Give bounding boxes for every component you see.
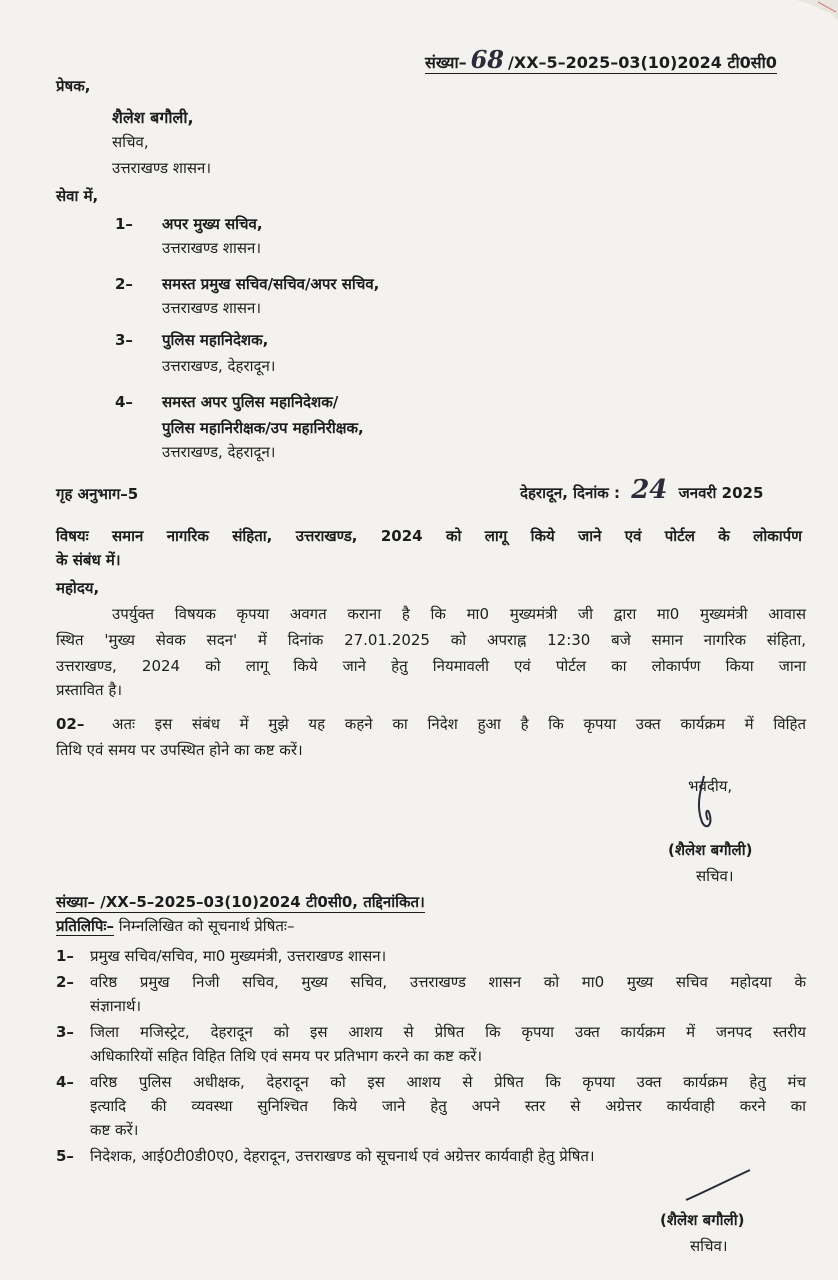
recipient-office: उत्तराखण्ड, देहरादून। (162, 443, 276, 461)
copy-heading (56, 916, 294, 936)
recipient-line: पुलिस महानिदेशक, (162, 331, 269, 349)
signature-stroke (680, 1166, 760, 1206)
closing-regards: भवदीय, (688, 777, 733, 795)
closing-designation: सचिव। (696, 867, 734, 885)
paragraph-number: 02– (56, 715, 85, 733)
sender-designation: सचिव, (112, 133, 149, 151)
copy-label-rest: निम्नलिखित को सूचनार्थ प्रेषितः– (118, 917, 295, 935)
copy-item-num: 2– (56, 973, 74, 991)
section-name: गृह अनुभाग–5 (56, 485, 139, 503)
sender-office: उत्तराखण्ड शासन। (112, 159, 212, 177)
sender-name: शैलेश बगौली, (112, 108, 194, 127)
body-line: स्थित 'मुख्य सेवक सदन' में दिनांक 27.01.2025 को अपराह्न 12:30 बजे समान नागरिक संहिता, (56, 631, 806, 649)
copy-item-line: इत्यादि की व्यवस्था सुनिश्चित किये जाने हेतु अपने स्तर से अग्रेत्तर कार्यवाही करने का (90, 1097, 806, 1115)
recipient-num: 2– (115, 275, 133, 293)
recipient-office: उत्तराखण्ड शासन। (162, 239, 262, 257)
copy-sign-name: (शैलेश बगौली) (660, 1211, 745, 1229)
copy-item-line: वरिष्ठ प्रमुख निजी सचिव, मुख्य सचिव, उत्तराखण्ड शासन को मा0 मुख्य सचिव महोदया के (90, 973, 806, 991)
closing-name: (शैलेश बगौली) (668, 841, 753, 859)
recipient-line: अपर मुख्य सचिव, (162, 215, 263, 233)
letter-date (520, 475, 764, 505)
recipient-office: उत्तराखण्ड शासन। (162, 299, 262, 317)
body-line: अतः इस संबंध में मुझे यह कहने का निदेश हुआ है कि कृपया उक्त कार्यक्रम में विहित (112, 715, 806, 733)
copy-item-line: प्रमुख सचिव/सचिव, मा0 मुख्यमंत्री, उत्तराखण्ड शासन। (90, 947, 387, 965)
copy-item-line: अधिकारियों सहित विहित तिथि एवं समय पर प्रतिभाग करने का कष्ट करें। (90, 1047, 483, 1065)
sender-label: प्रेषक, (56, 77, 91, 95)
copy-item-num: 5– (56, 1147, 74, 1165)
date-handwritten-day: 24 (631, 475, 668, 505)
recipient-num: 3– (115, 331, 133, 349)
torn-corner (788, 0, 838, 22)
ref-handwritten-number: 68 (470, 45, 505, 74)
body-line: उपर्युक्त विषयक कृपया अवगत कराना है कि मा0 मुख्यमंत्री जी द्वारा मा0 मुख्यमंत्री आवास (112, 605, 806, 623)
salutation: महोदय, (56, 579, 100, 597)
subject-label: विषयः (56, 527, 89, 545)
body-line: उत्तराखण्ड, 2024 को लागू किये जाने हेतु नियमावली एवं पोर्टल का लोकार्पण किया जाना (56, 657, 806, 675)
ref-prefix: संख्या– (425, 53, 467, 72)
copy-item-line: कष्ट करें। (90, 1121, 139, 1139)
ref-suffix: /XX–5–2025–03(10)2024 टी0सी0 (508, 53, 777, 72)
copy-reference: संख्या– /XX–5–2025–03(10)2024 टी0सी0, तद्दिनांकित। (56, 893, 425, 911)
signature-mark (682, 772, 742, 836)
date-prefix: देहरादून, दिनांक : (520, 484, 620, 502)
copy-item-line: वरिष्ठ पुलिस अधीक्षक, देहरादून को इस आशय से प्रेषित कि कृपया उक्त कार्यक्रम हेतु मंच (90, 1073, 806, 1091)
copy-item-line: निदेशक, आई0टी0डी0ए0, देहरादून, उत्तराखण्ड को सूचनार्थ एवं अग्रेत्तर कार्यवाही हेतु प्रेषित। (90, 1147, 595, 1165)
recipient-num: 4– (115, 393, 133, 411)
copy-sign-designation: सचिव। (690, 1237, 728, 1255)
reference-number (425, 45, 777, 74)
copy-item-num: 4– (56, 1073, 74, 1091)
recipient-line: समस्त प्रमुख सचिव/सचिव/अपर सचिव, (162, 275, 380, 293)
date-suffix: जनवरी 2025 (678, 484, 764, 502)
recipient-num: 1– (115, 215, 133, 233)
subject-line: के संबंध में। (56, 551, 121, 569)
copy-item-num: 3– (56, 1023, 74, 1041)
recipients-label: सेवा में, (56, 187, 99, 205)
subject-line: समान नागरिक संहिता, उत्तराखण्ड, 2024 को लागू किये जाने एवं पोर्टल के लोकार्पण (112, 527, 802, 545)
recipient-line: पुलिस महानिरीक्षक/उप महानिरीक्षक, (162, 419, 364, 437)
copy-item-num: 1– (56, 947, 74, 965)
recipient-line: समस्त अपर पुलिस महानिदेशक/ (162, 393, 339, 411)
recipient-office: उत्तराखण्ड, देहरादून। (162, 357, 276, 375)
body-line: प्रस्तावित है। (56, 681, 122, 699)
copy-item-line: जिला मजिस्ट्रेट, देहरादून को इस आशय से प्रेषित कि कृपया उक्त कार्यक्रम में जनपद स्तरीय (90, 1023, 806, 1041)
body-line: तिथि एवं समय पर उपस्थित होने का कष्ट करें। (56, 741, 303, 759)
copy-label: प्रतिलिपिः– (56, 917, 114, 935)
copy-item-line: संज्ञानार्थ। (90, 997, 142, 1015)
